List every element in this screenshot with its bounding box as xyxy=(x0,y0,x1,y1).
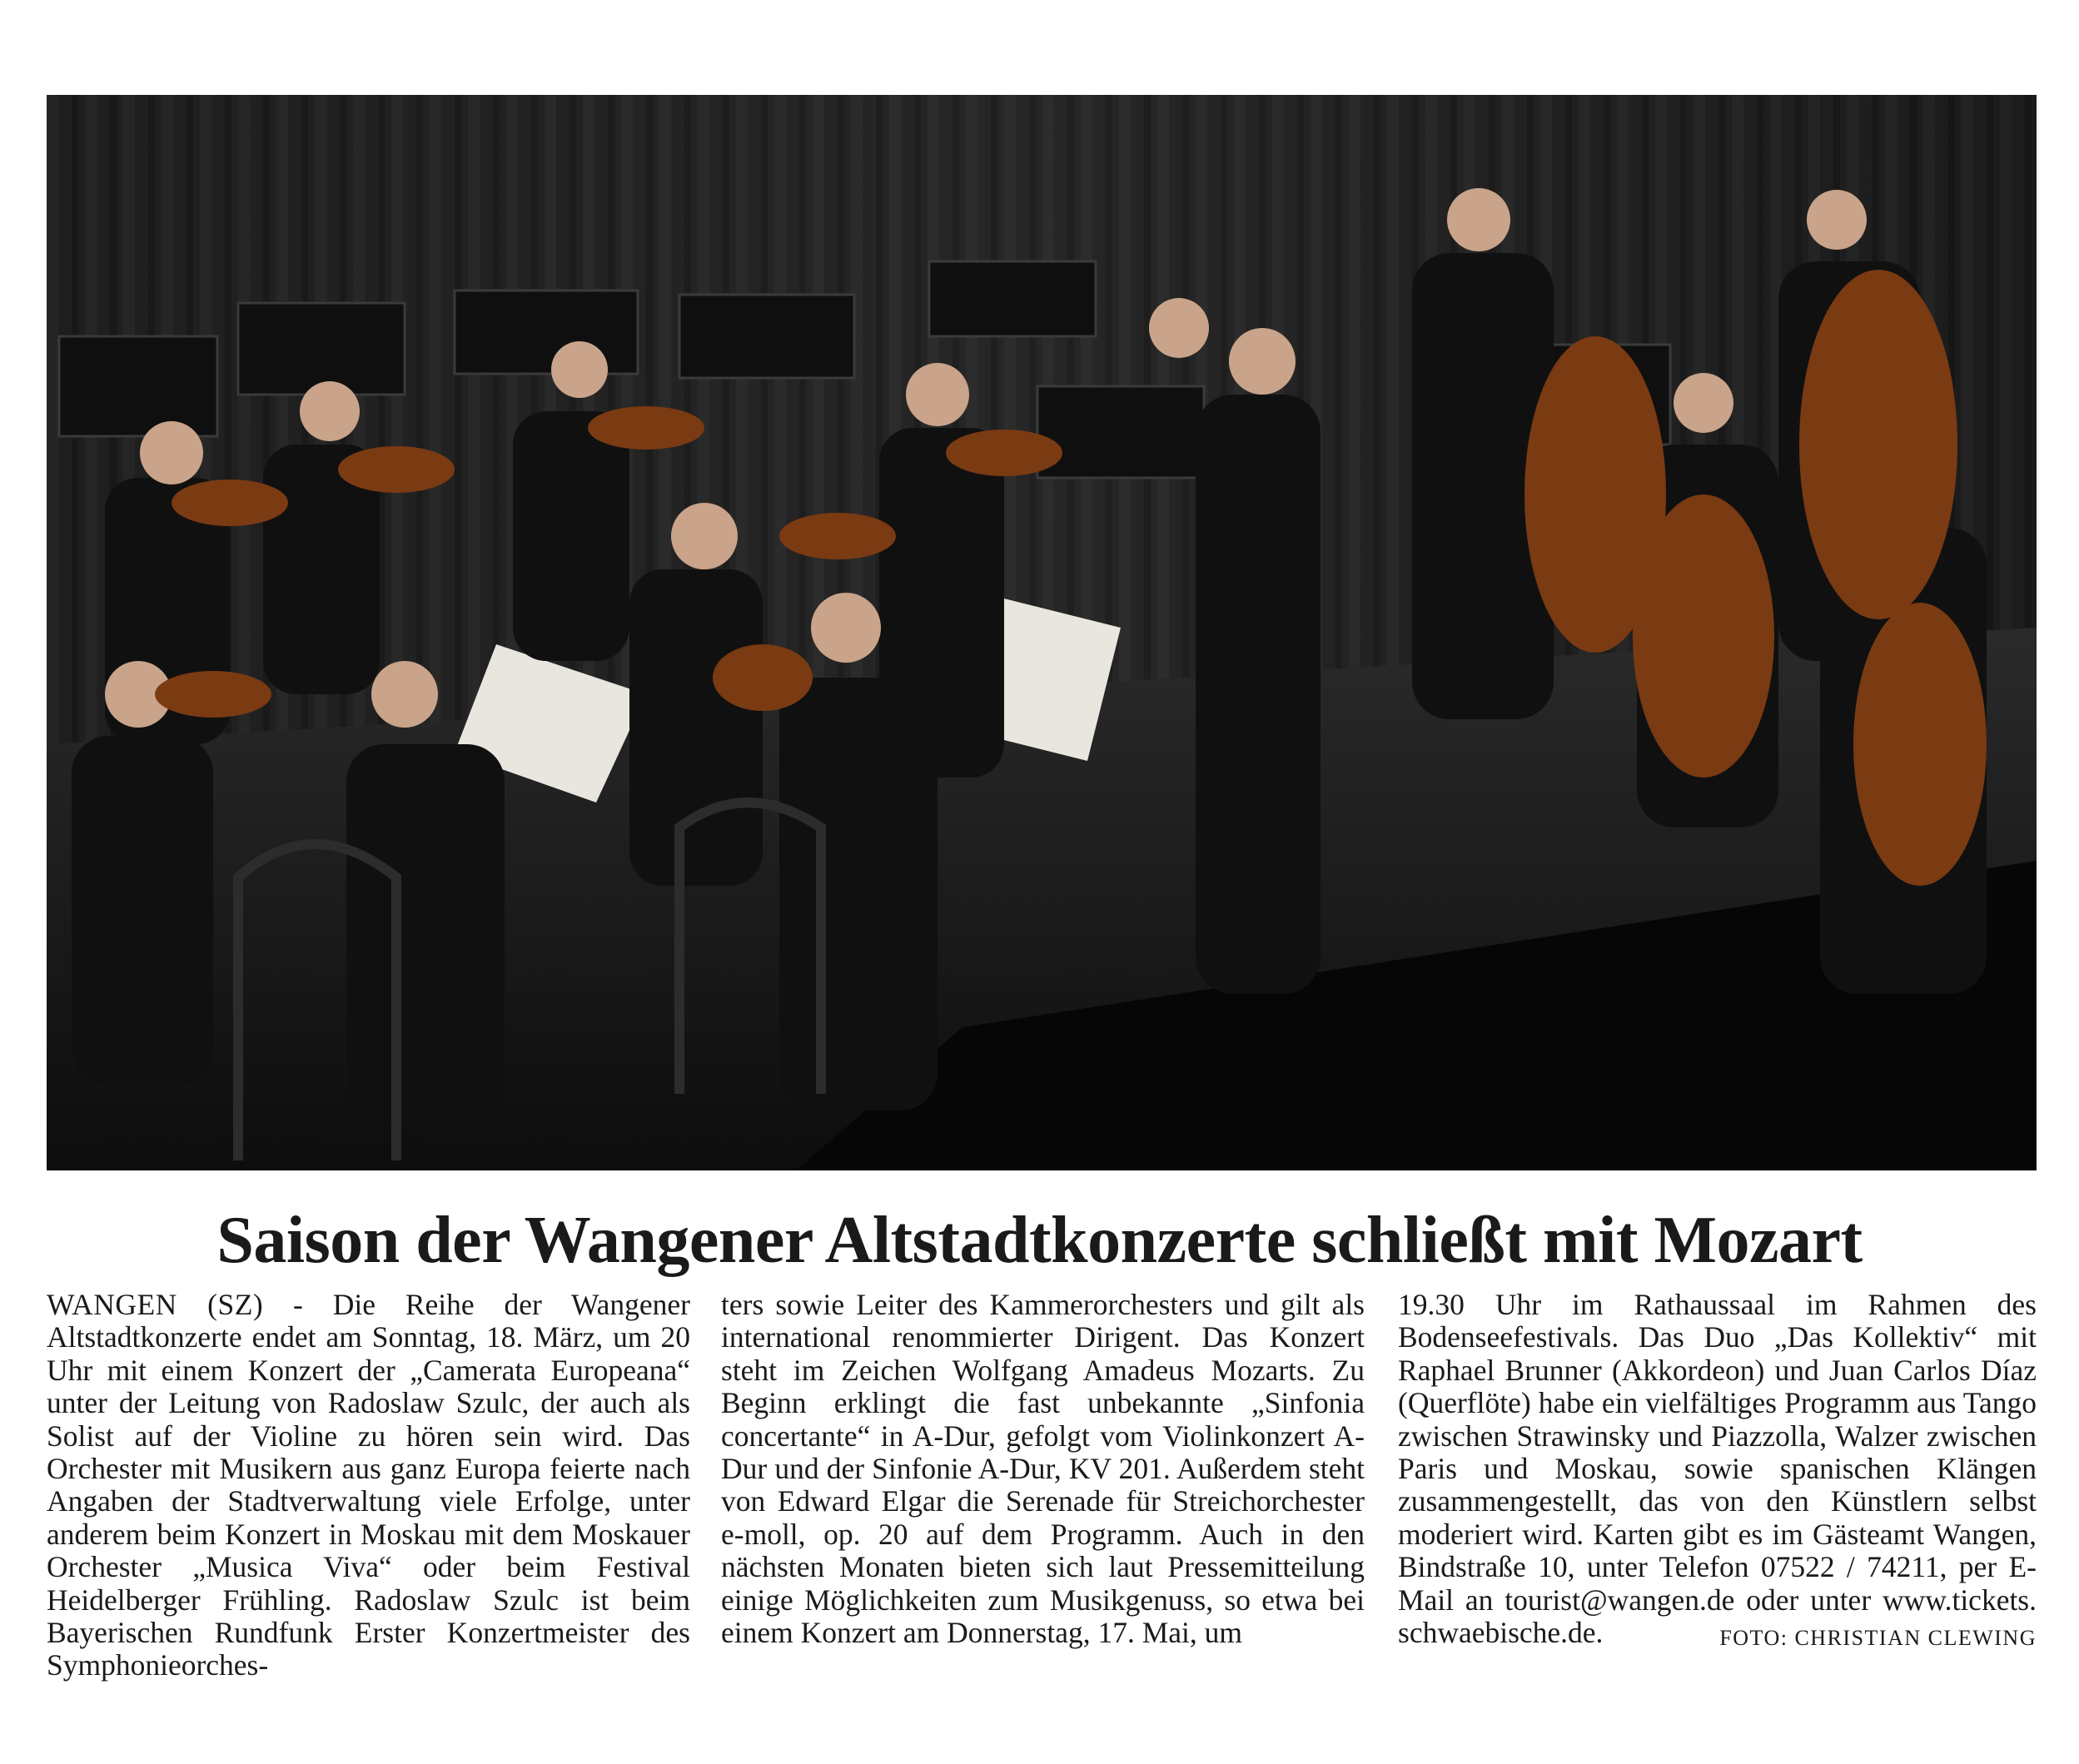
article-dateline: WANGEN (SZ) xyxy=(47,1289,264,1321)
article-column-3-text: 19.30 Uhr im Rathaussaal im Rahmen des Bodenseefestivals. Das Duo „Das Kollektiv“ mit Raphael Brunner (Akkordeon) und Juan Carlos Díaz (Querflöte) habe ein vielfältiges Programm aus Tango zwischen Strawinsky und Piazzolla, Walzer zwischen Paris und Moskau, sowie spanischen Klängen zusammengestellt, das von den Künstlern selbst moderiert wird. Karten gibt es im Gästeamt Wangen, Bindstraße 10, unter Telefon 07522 / 74211, per E-Mail an tourist@wangen.de oder unter www.tickets. schwaebische.de. xyxy=(1398,1289,2037,1650)
article-headline: Saison der Wangener Altstadtkonzerte schließt mit Mozart xyxy=(216,1204,1863,1277)
article-column-3 xyxy=(1398,1289,2037,1738)
photo-credit: FOTO: CHRISTIAN CLEWING xyxy=(1719,1626,2037,1651)
orchestra-photo xyxy=(47,95,2037,1170)
article-column-1 xyxy=(47,1289,690,1738)
orchestra-photo-illustration xyxy=(47,95,2037,1170)
article-column-2-text: ters sowie Leiter des Kammerorchesters und gilt als international renommierter Dirigent. Das Konzert steht im Zeichen Wolfgang Amadeus Mozarts. Zu Beginn erklingt die fast unbekannte „Sinfonia concertante“ in A-Dur, gefolgt vom Violinkonzert A-Dur und der Sinfonie A-Dur, KV 201. Außerdem steht von Edward Elgar die Serenade für Streichorchester e-moll, op. 20 auf dem Programm. Auch in den nächsten Monaten bieten sich laut Pressemitteilung einige Möglichkeiten zum Musikgenuss, so etwa bei einem Konzert am Donnerstag, 17. Mai, um xyxy=(721,1289,1365,1650)
article-column-1-text: - Die Reihe der Wangener Altstadtkonzerte endet am Sonntag, 18. März, um 20 Uhr mit einem Konzert der „Camerata Europeana“ unter der Leitung von Radoslaw Szulc, der auch als Solist auf der Violine zu hören sein wird. Das Orchester mit Musikern aus ganz Europa feierte nach Angaben der Stadtverwaltung viele Erfolge, unter anderem beim Konzert in Moskau mit dem Moskauer Orchester „Musica Viva“ oder beim Festival Heidelberger Frühling. Radoslaw Szulc ist beim Bayerischen Rundfunk Erster Konzertmeister des Symphonieorches- xyxy=(47,1289,690,1682)
article-column-2 xyxy=(721,1289,1365,1738)
